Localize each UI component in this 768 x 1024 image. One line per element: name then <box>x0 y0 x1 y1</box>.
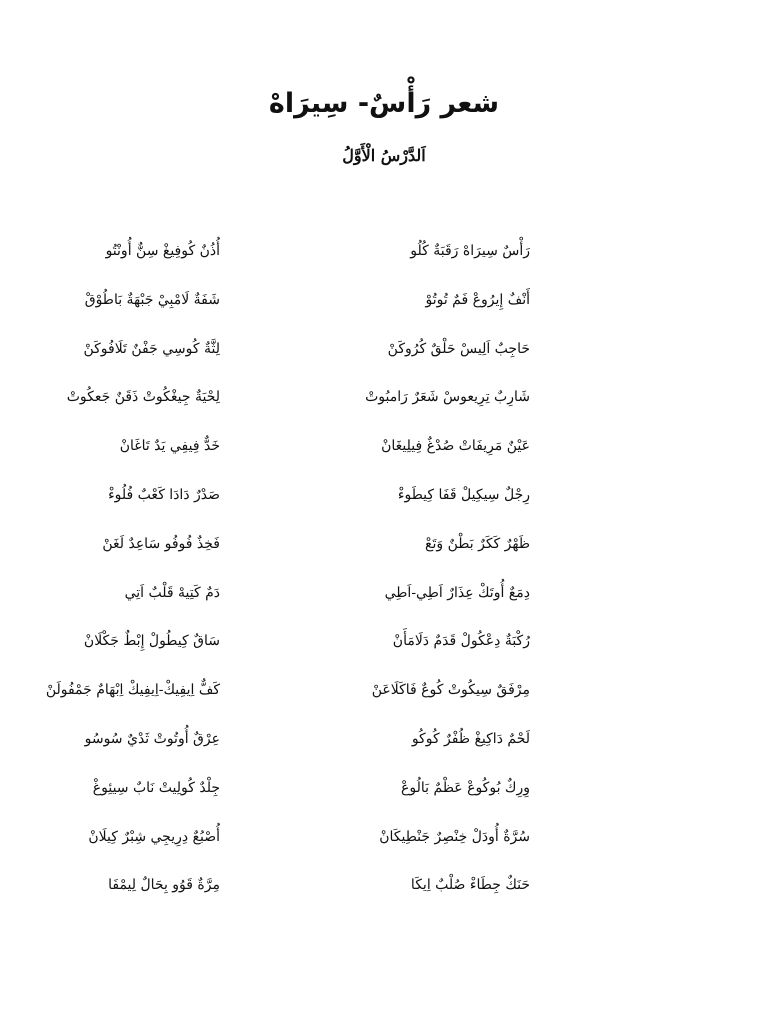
vocab-line: شَارِبٌ تِرِيعوسْ شَعَرٌ رَامبُوتْ <box>365 389 530 406</box>
vocab-line: لَحْمٌ دَاكِيغْ ظُفْرٌ كُوكُو <box>411 730 530 747</box>
vocab-line: لِثَّةٌ كُوسِي جَفْنٌ تَلَافُوكَنْ <box>83 340 220 357</box>
vocab-line: مِرْفَقٌ سِيكُوتْ كُوعٌ فَاكَلَاعَنْ <box>371 682 530 699</box>
lesson-subtitle: اَلدَّرْسُ الْأَوَّلُ <box>342 146 426 165</box>
vocab-line: صَدْرٌ دَادَا كَعْبٌ فُلُوءْ <box>108 486 220 503</box>
vocab-line: عَيْنٌ مَرِيفَاتْ صُدْغٌ فِيلِيغَانْ <box>381 438 530 455</box>
vocab-line: أُذُنٌ كُوفِيغْ سِنٌّ أُونْتُو <box>105 243 220 259</box>
vocab-line: حَاجِبٌ اَلِيسْ حَلْقٌ كُرُوكَنْ <box>387 340 530 357</box>
vocab-line: أُصْبُعٌ دِرِيجِي شِبْرٌ كِيلَانْ <box>88 828 220 845</box>
vocabulary-column-right <box>360 236 530 919</box>
vocab-line: لِحْيَةٌ جِيغْكُوتْ ذَقَنٌ جَعكُوتْ <box>66 389 220 406</box>
vocab-line: رُكْبَةٌ دِعْكُولْ قَدَمٌ دَلَامَأَنْ <box>392 633 530 650</box>
vocab-line: كَفٌّ اِيفِيكْ-اِيفِيكْ اِبْهَامٌ جَمْفُولَنْ <box>45 682 220 699</box>
vocab-line: مِرَّةٌ قَوُو بِحَالٌ لِيمْفَا <box>108 877 220 894</box>
vocab-line: ظَهْرٌ كَكَرٌ بَطْنٌ وَتَعْ <box>425 535 530 552</box>
vocab-line: رِجْلٌ سِيكِيلْ قَفَا كِيطَوءْ <box>397 486 530 503</box>
vocab-line: وِرِكٌ بُوكُوعْ عَظْمٌ بَالُوعْ <box>401 779 530 796</box>
vocab-line: رَأْسٌ سِيرَاهْ رَقَبَةٌ كُلُو <box>410 243 530 259</box>
vocab-line: سَاقٌ كِيطُولْ إِبْطٌ جَكْلَانْ <box>83 633 220 650</box>
vocabulary-column-left <box>45 236 220 919</box>
vocab-line: سُرَّةٌ أُودَلْ خِنْصِرٌ جَنْطِيكَانْ <box>379 828 530 845</box>
vocab-line: شَفَةٌ لَامْبِيْ جَبْهَةٌ بَاطُوْقْ <box>84 291 220 308</box>
vocab-line: خَدٌّ فِيفِي يَدٌ تَاغَانْ <box>119 438 220 455</box>
vocab-line: فَخِذٌ فُوفُو سَاعِدٌ لَغَنْ <box>102 535 220 552</box>
vocab-line: أَنْفٌ إِيرُوعْ فَمٌ تُوتُوْ <box>425 291 530 308</box>
vocab-line: دَمٌ كَتِيهْ قَلْبٌ اَتِي <box>124 584 220 601</box>
vocab-line: عِرْقٌ أُوتُوتْ ثَدْيٌ سُوسُو <box>84 730 220 747</box>
vocab-line: دِمَعٌ أُوتَكْ عِذَارٌ اَطِي-اَطِي <box>384 584 530 601</box>
vocab-line: جِلْدٌ كُولِيتْ نَابٌ سِيئِوغْ <box>92 779 220 796</box>
document-title: شعر رَأْسٌ- سِيرَاهْ <box>268 88 500 119</box>
vocab-line: حَنَكٌ جِطَاءْ صُلْبٌ اِيكَا <box>410 877 530 894</box>
